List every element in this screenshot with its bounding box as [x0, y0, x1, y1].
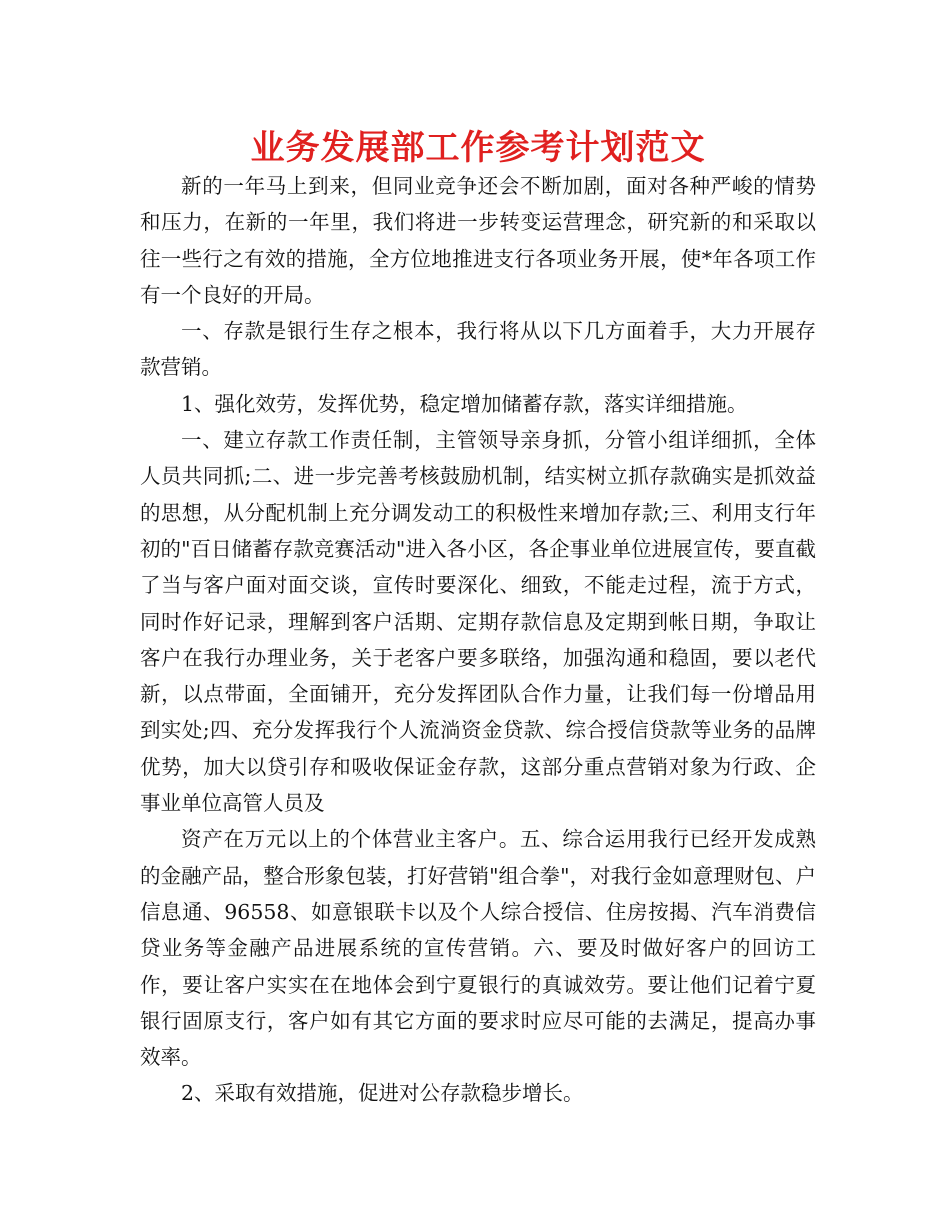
paragraph-intro: 新的一年马上到来，但同业竞争还会不断加剧，面对各种严峻的情势和压力，在新的一年里，我们将进一步转变运营理念，研究新的和采取以往一些行之有效的措施，全方位地推进支行各项业务开展，使*年各项工作有一个良好的开局。 [140, 174, 816, 307]
paragraph-measures-1: 一、建立存款工作责任制，主管领导亲身抓，分管小组详细抓，全体人员共同抓;二、进一步完善考核鼓励机制，结实树立抓存款确实是抓效益的思想，从分配机制上充分调发动工的积极性来增加存款;三、利用支行年初的"百日储蓄存款竞赛活动"进入各小区，各企事业单位进展宣传，要直截了当与客户面对面交谈，宣传时要深化、细致，不能走过程，流于方式，同时作好记录，理解到客户活期、定期存款信息及定期到帐日期，争取让客户在我行办理业务，关于老客户要多联络，加强沟通和稳固，要以老代新，以点带面，全面铺开，充分发挥团队合作力量，让我们每一份增品用到实处;四、充分发挥我行个人流淌资金贷款、综合授信贷款等业务的品牌优势，加大以贷引存和吸收保证金存款，这部分重点营销对象为行政、企事业单位高管人员及 [140, 428, 816, 816]
document-page [140, 128, 816, 1112]
paragraph-measures-2: 资产在万元以上的个体营业主客户。五、综合运用我行已经开发成熟的金融产品，整合形象包装，打好营销"组合拳"，对我行金如意理财包、户信息通、96558、如意银联卡以及个人综合授信、住房按揭、汽车消费信贷业务等金融产品进展系统的宣传营销。六、要及时做好客户的回访工作，要让客户实实在在地体会到宁夏银行的真诚效劳。要让他们记着宁夏银行固原支行，客户如有其它方面的要求时应尽可能的去满足，提高办事效率。 [140, 827, 816, 1070]
paragraph-subsection-1: 1、强化效劳，发挥优势，稳定增加储蓄存款，落实详细措施。 [181, 391, 748, 416]
paragraph-subsection-2: 2、采取有效措施，促进对公存款稳步增长。 [181, 1081, 584, 1106]
paragraph-section-1: 一、存款是银行生存之根本，我行将从以下几方面着手，大力开展存款营销。 [140, 319, 816, 380]
document-title: 业务发展部工作参考计划范文 [250, 128, 706, 168]
